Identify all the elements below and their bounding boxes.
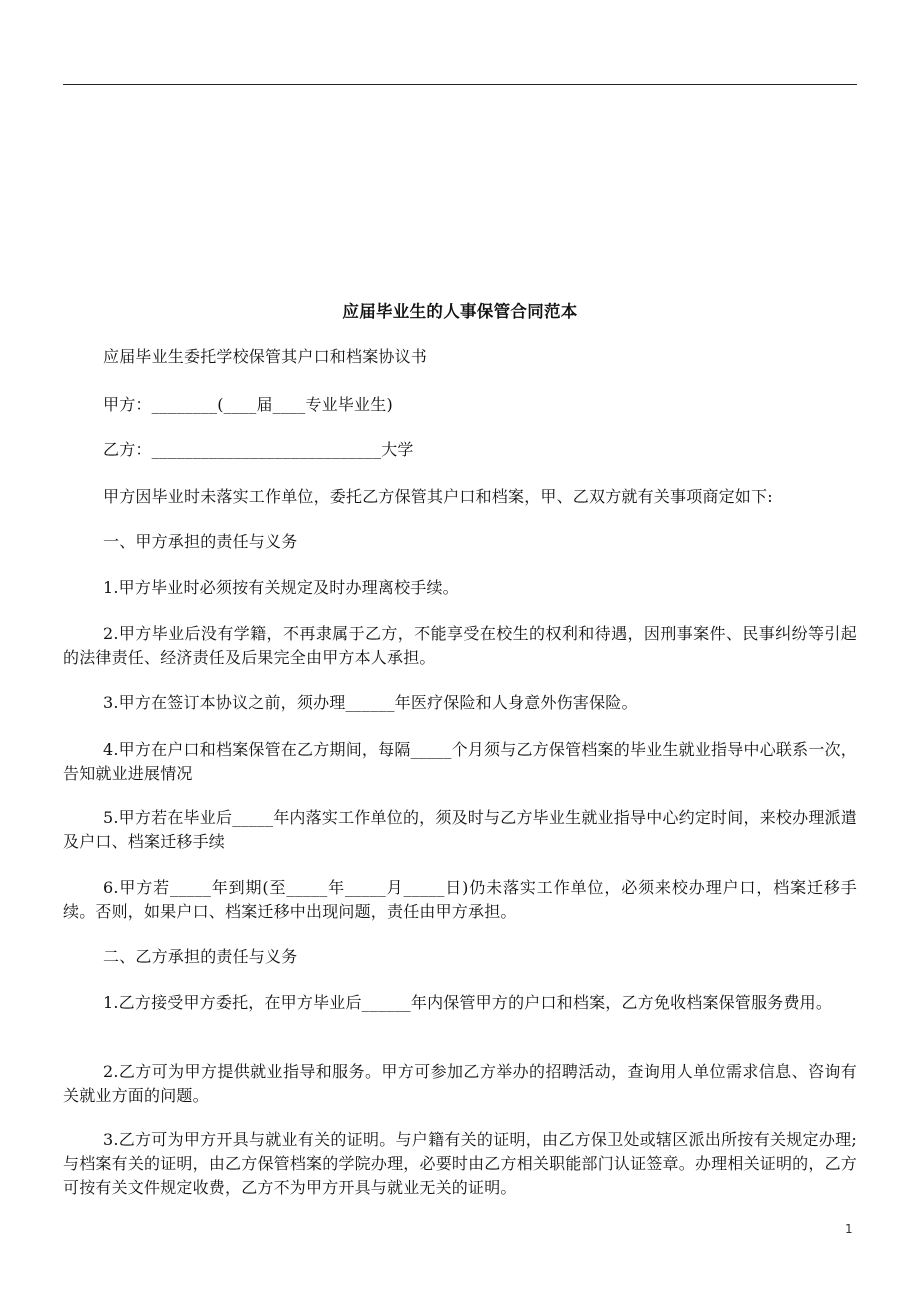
header-rule bbox=[63, 84, 857, 85]
section-heading-2: 二、乙方承担的责任与义务 bbox=[103, 947, 298, 966]
clause-1-1: 1.甲方毕业时必须按有关规定及时办理离校手续。 bbox=[103, 578, 459, 597]
clause-1-4: 4.甲方在户口和档案保管在乙方期间，每隔_____个月须与乙方保管档案的毕业生就业指导中心联系一次，告知就业进展情况 bbox=[63, 740, 857, 783]
page-number: 1 bbox=[845, 1222, 853, 1236]
preamble-paragraph: 甲方因毕业时未落实工作单位，委托乙方保管其户口和档案，甲、乙双方就有关事项商定如下: bbox=[103, 487, 773, 506]
subtitle-paragraph: 应届毕业生委托学校保管其户口和档案协议书 bbox=[103, 347, 428, 366]
clause-1-6: 6.甲方若_____年到期(至_____年_____月_____日)仍未落实工作单位，必须来校办理户口，档案迁移手续。否则，如果户口、档案迁移中出现问题，责任由甲方承担。 bbox=[63, 878, 857, 921]
clause-2-1: 1.乙方接受甲方委托，在甲方毕业后______年内保管甲方的户口和档案，乙方免收档案保管服务费用。 bbox=[103, 993, 833, 1012]
clause-2-3: 3.乙方可为甲方开具与就业有关的证明。与户籍有关的证明，由乙方保卫处或辖区派出所按有关规定办理;与档案有关的证明，由乙方保管档案的学院办理，必要时由乙方相关职能部门认证签章。办理相关证明的，乙方可按有关文件规定收费，乙方不为甲方开具与就业无关的证明。 bbox=[63, 1130, 857, 1197]
clause-2-2: 2.乙方可为甲方提供就业指导和服务。甲方可参加乙方举办的招聘活动，查询用人单位需求信息、咨询有关就业方面的问题。 bbox=[63, 1062, 857, 1105]
document-title: 应届毕业生的人事保管合同范本 bbox=[342, 302, 578, 321]
clause-1-3: 3.甲方在签订本协议之前，须办理______年医疗保险和人身意外伤害保险。 bbox=[103, 693, 638, 712]
clause-1-2: 2.甲方毕业后没有学籍，不再隶属于乙方，不能享受在校生的权利和待遇，因刑事案件、民事纠纷等引起的法律责任、经济责任及后果完全由甲方本人承担。 bbox=[63, 624, 857, 667]
party-b-line: 乙方：____________________________大学 bbox=[103, 440, 414, 459]
section-heading-1: 一、甲方承担的责任与义务 bbox=[103, 532, 298, 551]
party-a-line: 甲方：________(____届____专业毕业生) bbox=[103, 395, 393, 414]
clause-1-5: 5.甲方若在毕业后_____年内落实工作单位的，须及时与乙方毕业生就业指导中心约定时间，来校办理派遣及户口、档案迁移手续 bbox=[63, 808, 857, 851]
